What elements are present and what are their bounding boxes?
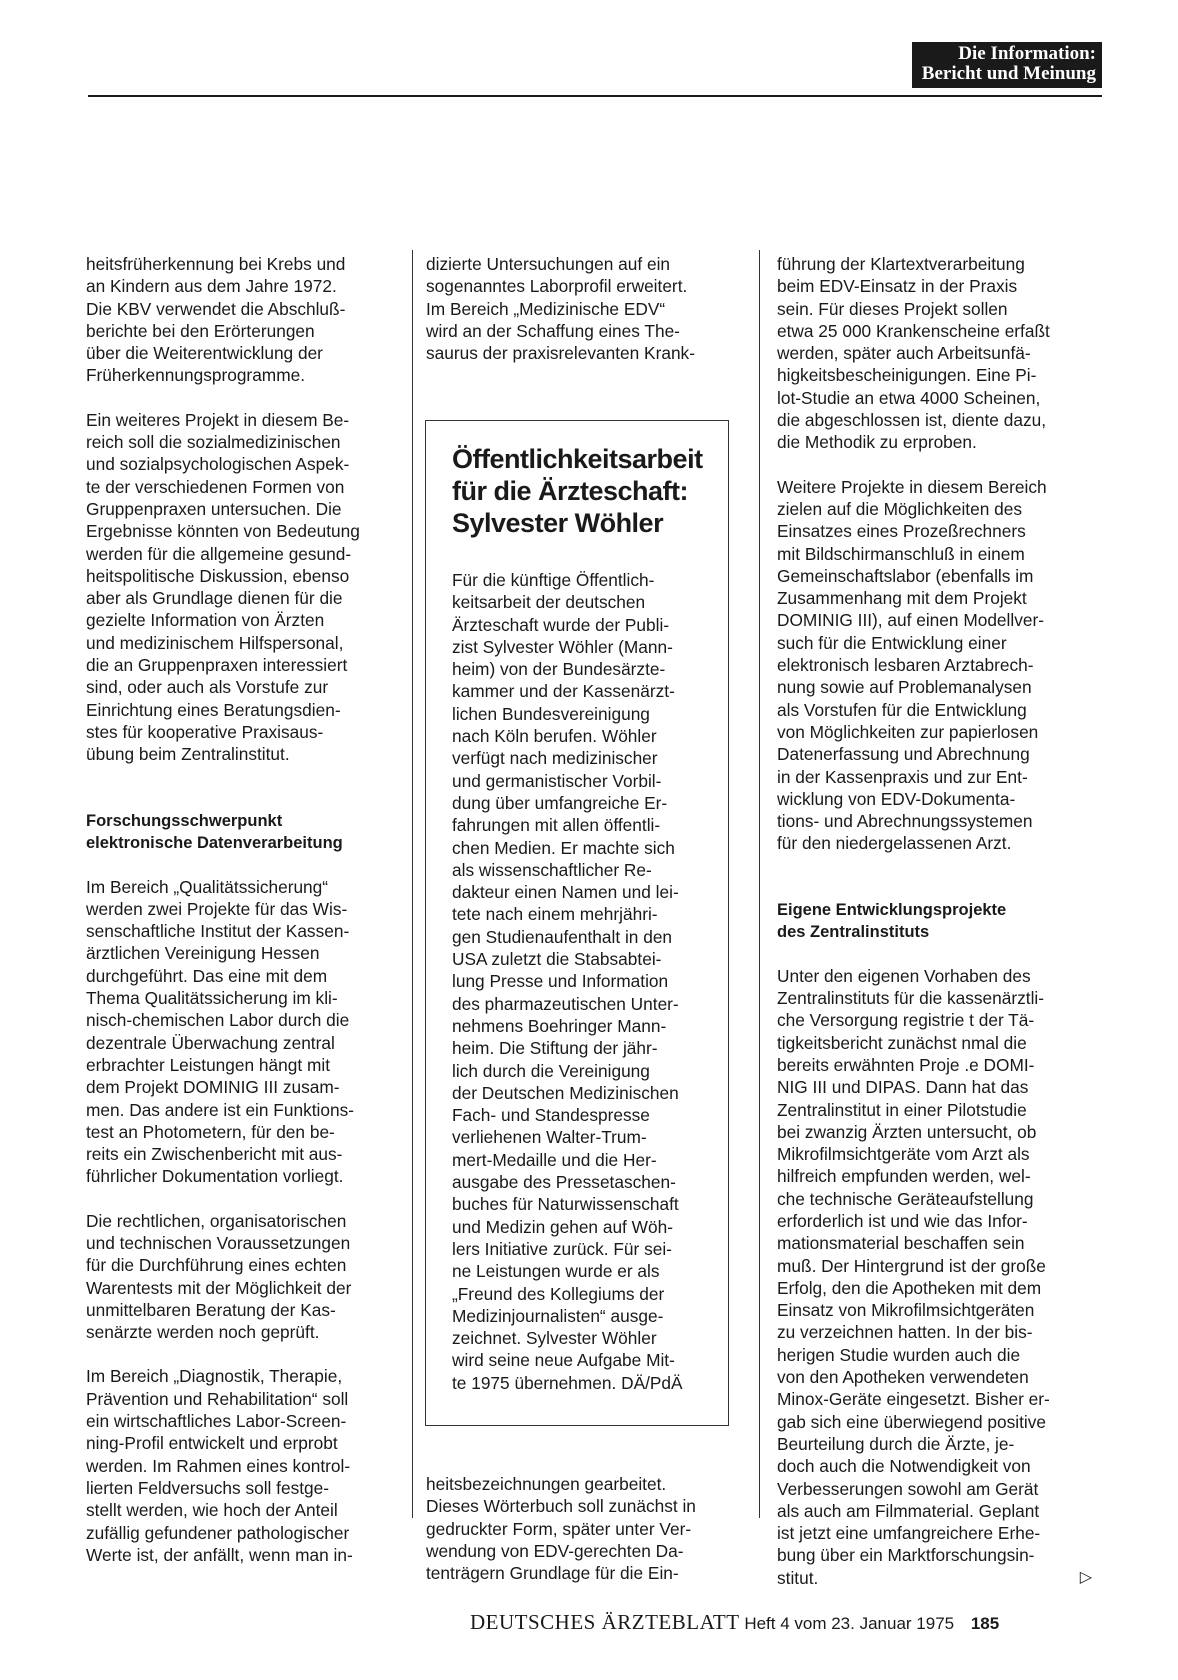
text-line: ning-Profil entwickelt und erprobt	[86, 1433, 338, 1454]
text-line: chen Medien. Er machte sich	[452, 837, 675, 858]
text-line: elektronische Datenverarbeitung	[86, 833, 343, 852]
text-line: tions- und Abrechnungssystemen	[777, 811, 1033, 832]
sidebar-box	[425, 420, 729, 1426]
column-divider	[759, 250, 760, 1518]
text-line: Mikrofilmsichtgeräte vom Arzt als	[777, 1144, 1030, 1165]
text-line: Einsatz von Mikrofilmsichtgeräten	[777, 1300, 1035, 1321]
section-tag-line1: Die Information:	[958, 43, 1096, 64]
text-line: durchgeführt. Das eine mit dem	[86, 965, 328, 986]
text-line: bei zwanzig Ärzten untersucht, ob	[777, 1121, 1037, 1142]
text-line: USA zuletzt die Stabsabtei-	[452, 949, 662, 970]
text-line: te 1975 übernehmen. DÄ/PdÄ	[452, 1372, 683, 1393]
text-line: wicklung von EDV-Dokumenta-	[777, 788, 1016, 809]
text-line: fahrungen mit allen öffentli-	[452, 815, 661, 836]
text-line: wird an der Schaffung eines The-	[426, 320, 680, 341]
text-line: über die Weiterentwicklung der	[86, 343, 323, 364]
text-line: Unter den eigenen Vorhaben des	[777, 965, 1031, 986]
text-line: Ärzteschaft wurde der Publi-	[452, 614, 670, 635]
text-line: hilfreich empfunden werden, wel-	[777, 1166, 1031, 1187]
paragraph	[426, 1473, 741, 1584]
text-line: stes für kooperative Praxisaus-	[86, 721, 324, 742]
text-line: muß. Der Hintergrund ist der große	[777, 1255, 1046, 1276]
text-line: such für die Entwicklung einer	[777, 632, 1007, 653]
text-line: sein. Für dieses Projekt sollen	[777, 298, 1008, 319]
text-line: lot-Studie an etwa 4000 Scheinen,	[777, 387, 1041, 408]
text-line: erforderlich ist und wie das Infor-	[777, 1210, 1028, 1231]
continue-arrow-icon: ▷	[1079, 1568, 1092, 1586]
text-line: dem Projekt DOMINIG III zusam-	[86, 1077, 340, 1098]
text-line: men. Das andere ist ein Funktions-	[86, 1099, 354, 1120]
text-line: Die rechtlichen, organisatorischen	[86, 1210, 347, 1231]
text-line: keitsarbeit der deutschen	[452, 592, 646, 613]
text-line: in der Kassenpraxis und zur Ent-	[777, 766, 1028, 787]
text-line: und germanistischer Vorbil-	[452, 770, 662, 791]
text-line: mit Bildschirmanschluß in einem	[777, 543, 1025, 564]
text-line: Einsatzes eines Prozeßrechners	[777, 521, 1026, 542]
text-line: Ergebnisse könnten von Bedeutung	[86, 521, 360, 542]
text-line: heim. Die Stiftung der jähr-	[452, 1038, 658, 1059]
text-line: als auch am Filmmaterial. Geplant	[777, 1500, 1040, 1521]
text-line: Sylvester Wöhler	[452, 508, 664, 538]
text-line: stellt werden, wie hoch der Anteil	[86, 1500, 338, 1521]
text-line: erbrachter Leistungen hängt mit	[86, 1054, 331, 1075]
text-line: Im Bereich „Diagnostik, Therapie,	[86, 1366, 343, 1387]
text-line: buches für Naturwissenschaft	[452, 1194, 679, 1215]
text-line: und sozialpsychologischen Aspek-	[86, 454, 350, 475]
text-line: Öffentlichkeitsarbeit	[452, 444, 703, 474]
text-line: DOMINIG III), auf einen Modellver-	[777, 610, 1044, 631]
text-line: aber als Grundlage dienen für die	[86, 588, 343, 609]
text-line: wird seine neue Aufgabe Mit-	[452, 1350, 675, 1371]
text-line: Werte ist, der anfällt, wenn man in-	[86, 1544, 353, 1565]
page-footer	[470, 1610, 999, 1635]
text-line: und Medizin gehen auf Wöh-	[452, 1216, 673, 1237]
text-line: bung über ein Marktforschungsin-	[777, 1545, 1035, 1566]
text-line: doch auch die Notwendigkeit von	[777, 1456, 1031, 1477]
section-heading	[86, 810, 401, 854]
text-line: die abgeschlossen ist, diente dazu,	[777, 410, 1046, 431]
text-line: che Versorgung registrie t der Tä-	[777, 1010, 1035, 1031]
text-line: Zentralinstitut in einer Pilotstudie	[777, 1099, 1027, 1120]
text-line: Einrichtung eines Beratungsdien-	[86, 699, 341, 720]
text-line: Ein weiteres Projekt in diesem Be-	[86, 409, 350, 430]
text-line: dizierte Untersuchungen auf ein	[426, 254, 671, 274]
text-line: reits ein Zwischenbericht mit aus-	[86, 1144, 343, 1165]
column-3	[777, 253, 1092, 1589]
column-1	[86, 253, 401, 1566]
text-line: Thema Qualitätssicherung im kli-	[86, 988, 338, 1009]
text-line: saurus der praxisrelevanten Krank-	[426, 343, 695, 364]
text-line: als Vorstufen für die Entwicklung	[777, 699, 1027, 720]
box-text	[452, 569, 706, 1394]
text-line: lierten Feldversuchs soll festge-	[86, 1477, 330, 1498]
text-line: zu verzeichnen hatten. In der bis-	[777, 1322, 1033, 1343]
text-line: Für die künftige Öffentlich-	[452, 570, 655, 590]
text-line: Zentralinstituts für die kassenärztli-	[777, 988, 1044, 1009]
text-line: berichte bei den Erörterungen	[86, 320, 315, 341]
text-line: Im Bereich „Qualitätssicherung“	[86, 876, 329, 897]
text-line: des Zentralinstituts	[777, 922, 930, 941]
text-line: Erfolg, den die Apotheken mit dem	[777, 1277, 1042, 1298]
text-line: stitut. ▷	[777, 1567, 1092, 1588]
text-line: Forschungsschwerpunkt	[86, 811, 283, 830]
text-line: etwa 25 000 Krankenscheine erfaßt	[777, 320, 1050, 341]
text-line: verliehenen Walter-Trum-	[452, 1127, 647, 1148]
text-line: ausgabe des Pressetaschen-	[452, 1172, 676, 1193]
text-line: „Freund des Kollegiums der	[452, 1283, 665, 1304]
text-line: Gemeinschaftslabor (ebenfalls im	[777, 565, 1034, 586]
text-line: und technischen Voraussetzungen	[86, 1232, 351, 1253]
paragraph	[86, 1210, 401, 1344]
text-line: heitspolitische Diskussion, ebenso	[86, 565, 350, 586]
paragraph	[777, 253, 1092, 454]
text-line: für den niedergelassenen Arzt.	[777, 833, 1012, 854]
text-line: sogenanntes Laborprofil erweitert.	[426, 276, 688, 297]
text-line: sind, oder auch als Vorstufe zur	[86, 677, 329, 698]
text-line: zufällig gefundener pathologischer	[86, 1522, 350, 1543]
issue-info: Heft 4 vom 23. Januar 1975	[744, 1614, 955, 1633]
text-line: NIG III und DIPAS. Dann hat das	[777, 1077, 1029, 1098]
text-line: an Kindern aus dem Jahre 1972.	[86, 276, 337, 297]
text-line: dakteur einen Namen und lei-	[452, 882, 679, 903]
text-line: führung der Klartextverarbeitung	[777, 254, 1025, 274]
text-line: heitsfrüherkennung bei Krebs und	[86, 254, 346, 274]
text-line: und medizinischem Hilfspersonal,	[86, 632, 344, 653]
text-line: die an Gruppenpraxen interessiert	[86, 655, 348, 676]
text-line: Datenerfassung und Abrechnung	[777, 744, 1030, 765]
text-line: ärztlichen Vereinigung Hessen	[86, 943, 320, 964]
text-line: Die KBV verwendet die Abschluß-	[86, 298, 346, 319]
text-line: ist jetzt eine umfangreichere Erhe-	[777, 1523, 1041, 1544]
text-line: Medizinjournalisten“ ausge-	[452, 1305, 664, 1326]
text-line: heim) von der Bundesärzte-	[452, 659, 666, 680]
section-tag-line2: Bericht und Meinung	[921, 63, 1096, 84]
journal-name: DEUTSCHES ÄRZTEBLATT	[470, 1610, 740, 1634]
paragraph	[86, 1365, 401, 1566]
text-line: als wissenschaftlicher Re-	[452, 859, 652, 880]
text-line: der Deutschen Medizinischen	[452, 1082, 679, 1103]
text-line: lichen Bundesvereinigung	[452, 703, 650, 724]
text-line: die Methodik zu erproben.	[777, 432, 977, 453]
text-line: übung beim Zentralinstitut.	[86, 744, 290, 765]
text-line: senschaftliche Institut der Kassen-	[86, 921, 350, 942]
text-line: werden. Im Rahmen eines kontrol-	[86, 1455, 351, 1476]
text-line: Minox-Geräte eingesetzt. Bisher er-	[777, 1389, 1050, 1410]
text-line: nung sowie auf Problemanalysen	[777, 677, 1032, 698]
text-line: lich durch die Vereinigung	[452, 1060, 650, 1081]
text-line: ein wirtschaftliches Labor-Screen-	[86, 1411, 347, 1432]
text-line: gezielte Information von Ärzten	[86, 610, 325, 631]
text-line: Prävention und Rehabilitation“ soll	[86, 1388, 349, 1409]
text-line: beim EDV-Einsatz in der Praxis	[777, 276, 1018, 297]
text-line: nach Köln berufen. Wöhler	[452, 726, 657, 747]
text-line: higkeitsbescheinigungen. Eine Pi-	[777, 365, 1037, 386]
text-line: wendung von EDV-gerechten Da-	[426, 1540, 684, 1561]
text-line: dezentrale Überwachung zentral	[86, 1032, 335, 1053]
column-2	[426, 253, 741, 364]
text-line: Verbesserungen sowohl am Gerät	[777, 1478, 1039, 1499]
paragraph	[86, 253, 401, 387]
text-line: von den Apotheken verwendeten	[777, 1367, 1029, 1388]
header-rule	[88, 95, 1102, 97]
section-heading	[777, 899, 1092, 943]
paragraph	[777, 965, 1092, 1589]
text-line: zist Sylvester Wöhler (Mann-	[452, 636, 673, 657]
column-divider	[412, 250, 413, 1518]
text-line: test an Photometern, für den be-	[86, 1121, 335, 1142]
paragraph	[777, 476, 1092, 855]
text-line: Eigene Entwicklungsprojekte	[777, 900, 1007, 919]
text-line: senärzte werden noch geprüft.	[86, 1322, 320, 1343]
text-line: Beurteilung durch die Ärzte, je-	[777, 1433, 1015, 1454]
text-line: herigen Studie wurden auch die	[777, 1344, 1021, 1365]
text-line: tete nach einem mehrjähri-	[452, 904, 658, 925]
text-line: ne Leistungen wurde er als	[452, 1261, 660, 1282]
text-line: zeichnet. Sylvester Wöhler	[452, 1328, 657, 1349]
text-line: Zusammenhang mit dem Projekt	[777, 588, 1027, 609]
text-line: gab sich eine überwiegend positive	[777, 1411, 1046, 1432]
box-title	[452, 443, 706, 539]
text-line: werden für die allgemeine gesund-	[86, 543, 352, 564]
text-line: gen Studienaufenthalt in den	[452, 926, 673, 947]
paragraph	[426, 253, 741, 364]
text-line: te der verschiedenen Formen von	[86, 476, 345, 497]
text-line: Früherkennungsprogramme.	[86, 365, 306, 386]
text-line: verfügt nach medizinischer	[452, 748, 658, 769]
text-line: Fach- und Standespresse	[452, 1105, 650, 1126]
text-line: kammer und der Kassenärzt-	[452, 681, 675, 702]
column-2-continuation	[426, 1473, 741, 1584]
text-line: nisch-chemischen Labor durch die	[86, 1010, 350, 1031]
text-line: für die Durchführung eines echten	[86, 1255, 347, 1276]
text-line: werden, später auch Arbeitsunfä-	[777, 343, 1031, 364]
text-line: nehmens Boehringer Mann-	[452, 1015, 667, 1036]
text-line: Dieses Wörterbuch soll zunächst in	[426, 1496, 696, 1517]
text-line: des pharmazeutischen Unter-	[452, 993, 679, 1014]
text-line: gedruckter Form, später unter Ver-	[426, 1518, 692, 1539]
text-line: lung Presse und Information	[452, 971, 669, 992]
text-line: Im Bereich „Medizinische EDV“	[426, 298, 666, 319]
text-line: mert-Medaille und die Her-	[452, 1149, 657, 1170]
section-tag	[912, 42, 1102, 88]
paragraph	[86, 409, 401, 766]
text-line: tigkeitsbericht zunächst nmal die	[777, 1032, 1027, 1053]
text-line: Weitere Projekte in diesem Bereich	[777, 476, 1047, 497]
text-line: che technische Geräteaufstellung	[777, 1188, 1034, 1209]
text-line: werden zwei Projekte für das Wis-	[86, 898, 348, 919]
paragraph	[86, 876, 401, 1188]
text-line: heitsbezeichnungen gearbeitet.	[426, 1474, 667, 1494]
text-line: Gruppenpraxen untersuchen. Die	[86, 498, 342, 519]
text-line: von Möglichkeiten zur papierlosen	[777, 721, 1039, 742]
text-line: mationsmaterial beschaffen sein	[777, 1233, 1025, 1254]
text-line: lers Initiative zurück. Für sei-	[452, 1238, 672, 1259]
text-line: zielen auf die Möglichkeiten des	[777, 498, 1022, 519]
text-line: elektronisch lesbaren Arztabrech-	[777, 655, 1034, 676]
text-line: Warentests mit der Möglichkeit der	[86, 1277, 352, 1298]
text-line: für die Ärzteschaft:	[452, 476, 689, 506]
text-line: reich soll die sozialmedizinischen	[86, 432, 341, 453]
page-number: 185	[970, 1614, 1000, 1633]
text-line: tenträgern Grundlage für die Ein-	[426, 1563, 679, 1584]
text-line: unmittelbaren Beratung der Kas-	[86, 1299, 336, 1320]
text-line: führlicher Dokumentation vorliegt.	[86, 1166, 344, 1187]
text-line: bereits erwähnten Proje .e DOMI-	[777, 1054, 1035, 1075]
text-line: dung über umfangreiche Er-	[452, 792, 668, 813]
